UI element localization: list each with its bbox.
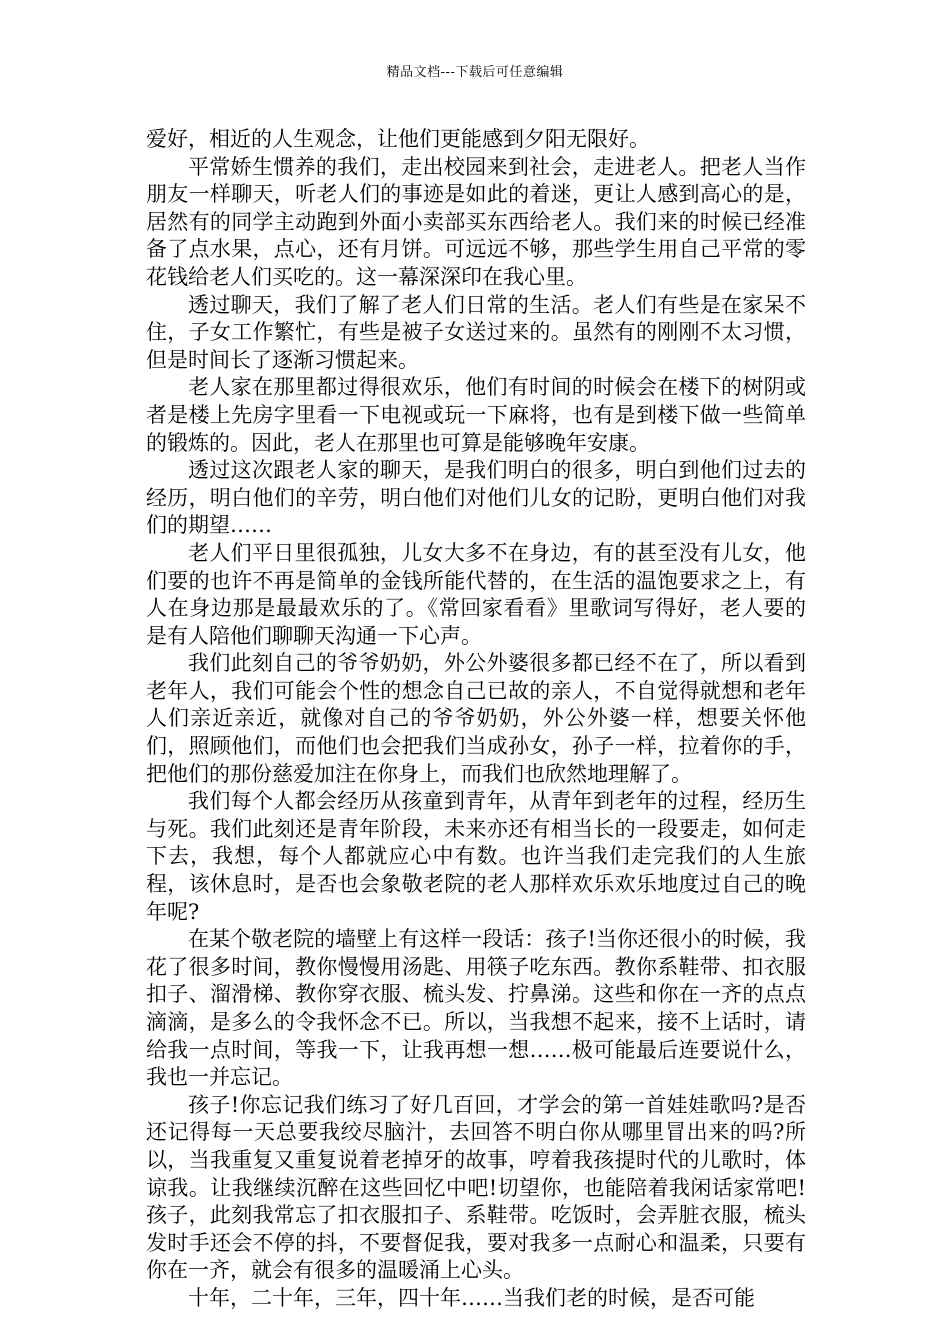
paragraph: 十年，二十年，三年，四十年……当我们老的时候，是否可能 <box>188 1285 755 1310</box>
paragraph: 老人们平日里很孤独，儿女大多不在身边，有的甚至没有儿女，他们要的也许不再是简单的金钱所能代替的，在生活的温饱要求之上，有人在身边那是最最欢乐的了。《常回家看看》里歌词写得好，老人要的是有人陪他们聊聊天沟通一下心声。 <box>146 540 806 648</box>
paragraph-continued: 爱好，相近的人生观念，让他们更能感到夕阳无限好。 <box>146 127 650 151</box>
paragraph: 我们此刻自己的爷爷奶奶，外公外婆很多都已经不在了，所以看到老年人，我们可能会个性的想念自己已故的亲人，不自觉得就想和老年人们亲近亲近，就像对自己的爷爷奶奶，外公外婆一样，想要关怀他们，照顾他们，而他们也会把我们当成孙女，孙子一样，拉着你的手，把他们的那份慈爱加注在你身上，而我们也欣然地理解了。 <box>146 651 806 786</box>
paragraph: 孩子!你忘记我们练习了好几百回，才学会的第一首娃娃歌吗?是否还记得每一天总要我绞尽脑汁，去回答不明白你从哪里冒出来的吗?所以，当我重复又重复说着老掉牙的故事，哼着我孩提时代的儿歌时，体谅我。让我继续沉醉在这些回忆中吧!切望你，也能陪着我闲话家常吧!孩子，此刻我常忘了扣衣服扣子、系鞋带。吃饭时，会弄脏衣服，梳头发时手还会不停的抖，不要督促我，要对我多一点耐心和温柔，只要有你在一齐，就会有很多的温暖涌上心头。 <box>146 1092 806 1283</box>
paragraph: 我们每个人都会经历从孩童到青年，从青年到老年的过程，经历生与死。我们此刻还是青年阶段，未来亦还有相当长的一段要走，如何走下去，我想，每个人都就应心中有数。也许当我们走完我们的人生旅程，该休息时，是否也会象敬老院的老人那样欢乐欢乐地度过自己的晚年呢? <box>146 789 806 924</box>
paragraph: 透过聊天，我们了解了老人们日常的生活。老人们有些是在家呆不住，子女工作繁忙，有些是被子女送过来的。虽然有的刚刚不太习惯，但是时间长了逐渐习惯起来。 <box>146 292 806 372</box>
paragraph: 在某个敬老院的墙壁上有这样一段话：孩子!当你还很小的时候，我花了很多时间，教你慢慢用汤匙、用筷子吃东西。教你系鞋带、扣衣服扣子、溜滑梯、教你穿衣服、梳头发、拧鼻涕。这些和你在一齐的点点滴滴，是多么的令我怀念不已。所以，当我想不起来，接不上话时，请给我一点时间，等我一下，让我再想一想……极可能最后连要说什么，我也一并忘记。 <box>146 927 806 1090</box>
page-header: 精品文档---下载后可任意编辑 <box>386 65 564 80</box>
document-body <box>146 126 806 1313</box>
paragraph: 老人家在那里都过得很欢乐，他们有时间的时候会在楼下的树阴或者是楼上先房字里看一下电视或玩一下麻将，也有是到楼下做一些简单的锻炼的。因此，老人在那里也可算是能够晚年安康。 <box>146 375 806 455</box>
paragraph: 透过这次跟老人家的聊天，是我们明白的很多，明白到他们过去的经历，明白他们的辛劳，明白他们对他们儿女的记盼，更明白他们对我们的期望…… <box>146 458 806 538</box>
paragraph: 平常娇生惯养的我们，走出校园来到社会，走进老人。把老人当作朋友一样聊天，听老人们的事迹是如此的着迷，更让人感到高心的是，居然有的同学主动跑到外面小卖部买东西给老人。我们来的时候已经准备了点水果，点心，还有月饼。可远远不够，那些学生用自己平常的零花钱给老人们买吃的。这一幕深深印在我心里。 <box>146 154 806 289</box>
